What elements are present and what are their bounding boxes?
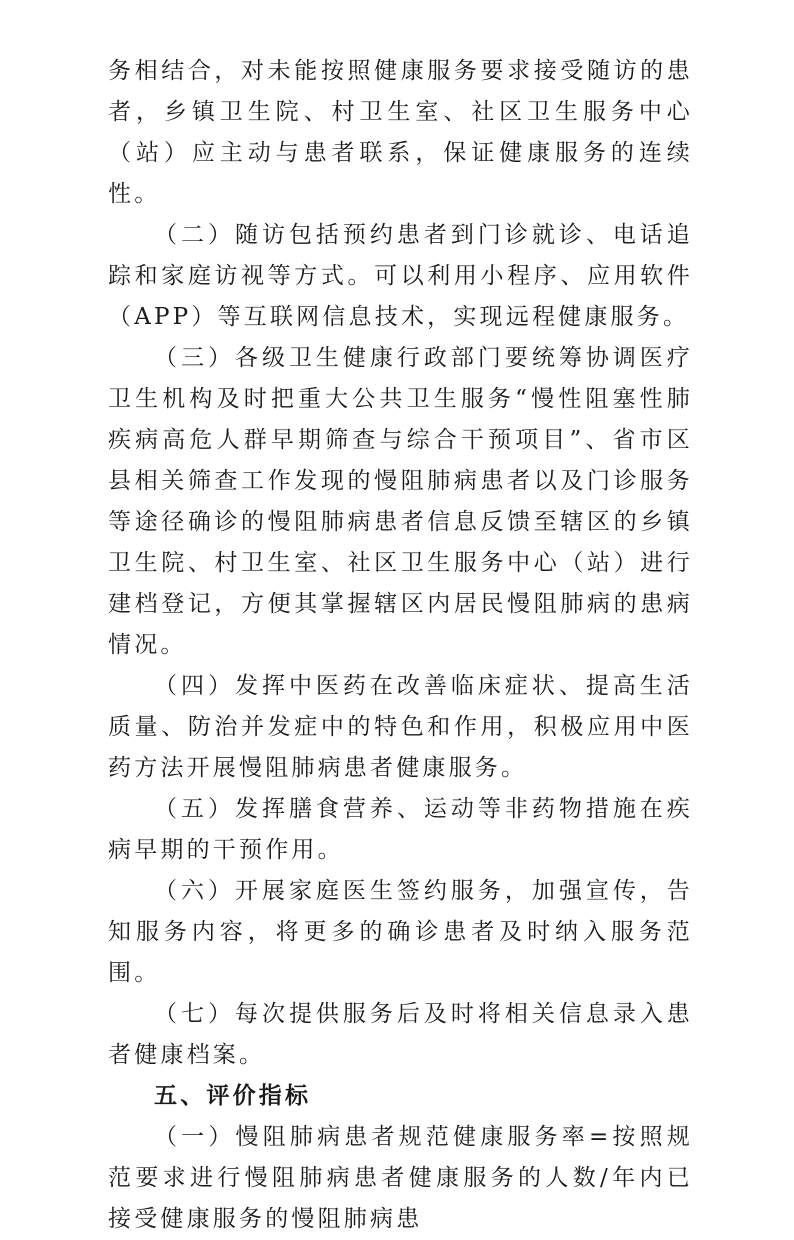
paragraph-item-3-coordination: （三）各级卫生健康行政部门要统筹协调医疗卫生机构及时把重大公共卫生服务“慢性阻塞性肺疾病高危人群早期筛查与综合干预项目”、省市区县相关筛查工作发现的慢阻肺病患者以及门诊服务等途径确诊的慢阻肺病患者信息反馈至辖区的乡镇卫生院、村卫生室、社区卫生服务中心（站）进行建档登记，方便其掌握辖区内居民慢阻肺病的患病情况。 (108, 345, 693, 658)
paragraph-item-4-tcm: （四）发挥中医药在改善临床症状、提高生活质量、防治并发症中的特色和作用，积极应用中医药方法开展慢阻肺病患者健康服务。 (108, 673, 693, 781)
section-heading-evaluation: 五、评价指标 (154, 1083, 312, 1109)
continuation-paragraph: 务相结合，对未能按照健康服务要求接受随访的患者，乡镇卫生院、村卫生室、社区卫生服务中心（站）应主动与患者联系，保证健康服务的连续性。 (108, 58, 693, 207)
paragraph-item-5-nutrition: （五）发挥膳食营养、运动等非药物措施在疾病早期的干预作用。 (108, 796, 693, 863)
paragraph-item-2-follow-up-methods: （二）随访包括预约患者到门诊就诊、电话追踪和家庭访视等方式。可以利用小程序、应用软件（APP）等互联网信息技术，实现远程健康服务。 (108, 222, 693, 330)
paragraph-evaluation-item-1: （一）慢阻肺病患者规范健康服务率=按照规范要求进行慢阻肺病患者健康服务的人数/年内已接受健康服务的慢阻肺病患 (108, 1124, 693, 1232)
paragraph-item-6-family-doctor: （六）开展家庭医生签约服务，加强宣传，告知服务内容，将更多的确诊患者及时纳入服务范围。 (108, 878, 693, 986)
paragraph-item-7-records: （七）每次提供服务后及时将相关信息录入患者健康档案。 (108, 1001, 693, 1068)
